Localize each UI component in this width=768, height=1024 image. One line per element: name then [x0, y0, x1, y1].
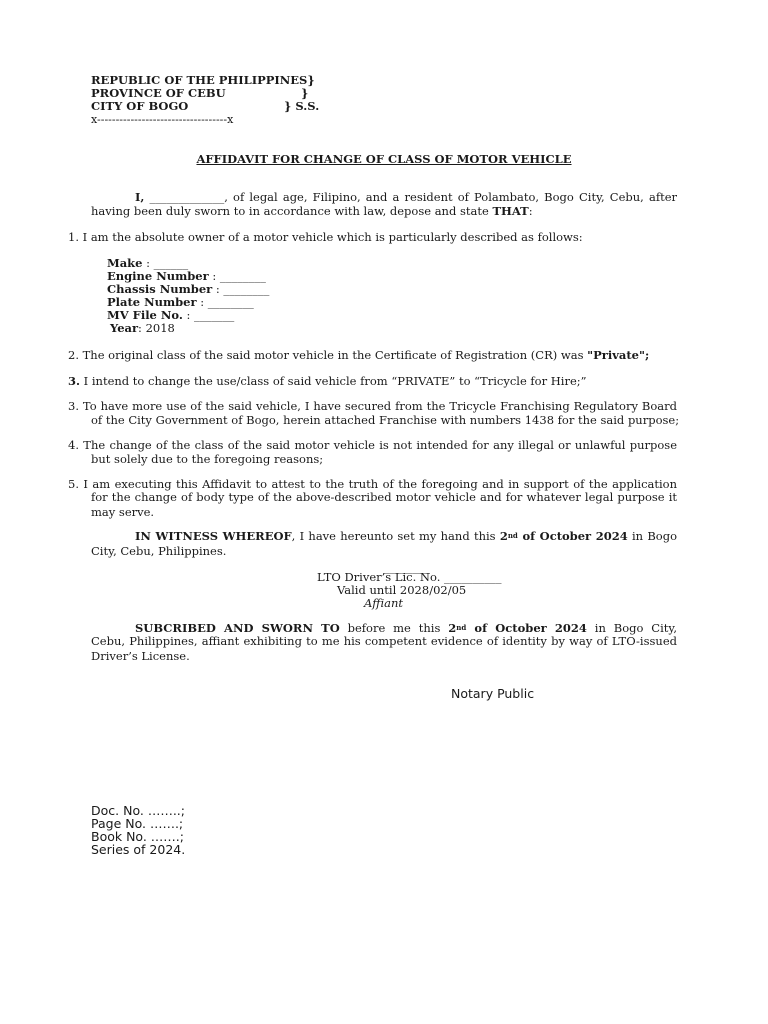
signature-affiant: Affiant — [364, 596, 404, 610]
make-value: : ______ — [142, 256, 189, 270]
plate-value: : ________ — [196, 295, 254, 309]
witness-bold: IN WITNESS WHEREOF — [135, 529, 292, 543]
mv-value: : _______ — [182, 308, 235, 322]
vehicle-mv-file — [107, 308, 234, 322]
item-4-line1: 4. The change of the class of the said motor vehicle is not intended for any illegal or unlawful purpose — [68, 438, 677, 452]
witness-line1 — [91, 530, 677, 544]
engine-value: : ________ — [208, 269, 266, 283]
intro-that: THAT — [492, 204, 529, 218]
item-5-line1: 5. I am executing this Affidavit to attest to the truth of the foregoing and in support of the application — [68, 477, 677, 491]
item-3a-text: I intend to change the use/class of said vehicle from “PRIVATE” to “Tricycle for Hire;” — [80, 374, 587, 388]
item-5-line3: may serve. — [91, 505, 155, 519]
caption-province: PROVINCE OF CEBU — [91, 86, 226, 100]
caption-brace: } — [301, 86, 309, 100]
witness-month: of October 2024 — [517, 529, 628, 543]
chassis-label: Chassis Number — [107, 282, 213, 296]
make-label: Make — [107, 256, 143, 270]
jurat-bold: SUBCRIBED AND SWORN TO — [135, 621, 340, 635]
caption-city: CITY OF BOGO — [91, 99, 189, 113]
item-2-value: "Private"; — [587, 348, 650, 362]
vehicle-make — [107, 256, 188, 270]
year-label: Year — [110, 321, 139, 335]
intro-line2 — [91, 204, 533, 218]
witness-text1: , I have hereunto set my hand this — [291, 529, 500, 543]
vehicle-engine — [107, 269, 266, 283]
item-3b-line2: of the City Government of Bogo, herein attached Franchise with numbers 1438 for the said purpose; — [91, 413, 680, 427]
jurat-text2: in Bogo City, — [586, 621, 677, 635]
docket-book: Book No. …….; — [91, 829, 184, 844]
docket-doc: Doc. No. ……..; — [91, 803, 185, 818]
signature-valid: Valid until 2028/02/05 — [337, 583, 467, 597]
jurat-day-sup: nd — [456, 623, 467, 632]
plate-label: Plate Number — [107, 295, 197, 309]
vehicle-chassis — [107, 282, 269, 296]
intro-line1 — [91, 191, 677, 205]
engine-label: Engine Number — [107, 269, 209, 283]
document-title: AFFIDAVIT FOR CHANGE OF CLASS OF MOTOR VEHICLE — [196, 152, 572, 166]
jurat-line3: Driver’s License. — [91, 649, 190, 663]
docket-series: Series of 2024. — [91, 842, 186, 857]
intro-pronoun: I, — [135, 190, 145, 204]
item-4-line2: but solely due to the foregoing reasons; — [91, 452, 324, 466]
item-2 — [68, 348, 649, 362]
jurat-month: of October 2024 — [466, 621, 587, 635]
item-3b-line1: 3. To have more use of the said vehicle, I have secured from the Tricycle Franchising Regulatory Board — [68, 399, 677, 413]
vehicle-plate — [107, 295, 254, 309]
signature-line: ________ — [384, 560, 430, 574]
caption-rule: x-----------------------------------x — [91, 113, 234, 126]
vehicle-year — [110, 321, 175, 335]
caption-republic: REPUBLIC OF THE PHILIPPINES} — [91, 73, 315, 87]
witness-line2: City, Cebu, Philippines. — [91, 544, 227, 558]
chassis-value: : ________ — [212, 282, 270, 296]
item-3a-num: 3. — [68, 374, 81, 388]
notary-public: Notary Public — [451, 686, 535, 701]
witness-day-sup: nd — [507, 531, 518, 540]
jurat-text1: before me this — [339, 621, 449, 635]
intro-colon: : — [528, 204, 533, 218]
intro-name-blank: _____________ — [149, 190, 225, 204]
item-5-line2: for the change of body type of the above-described motor vehicle and for whatever legal purpose it — [91, 490, 677, 504]
jurat-day — [448, 621, 587, 635]
intro-depose: having been duly sworn to in accordance with law, depose and state — [91, 204, 493, 218]
year-value: : 2018 — [138, 321, 175, 335]
item-2-text: 2. The original class of the said motor vehicle in the Certificate of Registration (CR) was — [68, 348, 588, 362]
witness-text2: in Bogo — [627, 529, 678, 543]
mv-label: MV File No. — [107, 308, 183, 322]
witness-day — [500, 529, 628, 543]
jurat-line2: Cebu, Philippines, affiant exhibiting to me his competent evidence of identity by way of LTO-issued — [91, 634, 677, 648]
signature-license: LTO Driver’s Lic. No. __________ — [317, 570, 502, 584]
item-1: 1. I am the absolute owner of a motor vehicle which is particularly described as follows: — [68, 230, 583, 244]
docket-page: Page No. …….; — [91, 816, 184, 831]
caption-ss: } S.S. — [284, 99, 320, 113]
intro-rest: , of legal age, Filipino, and a resident of Polambato, Bogo City, Cebu, after — [224, 190, 677, 204]
witness-day-num: 2 — [499, 529, 508, 543]
item-3a — [68, 374, 587, 388]
jurat-day-num: 2 — [448, 621, 457, 635]
